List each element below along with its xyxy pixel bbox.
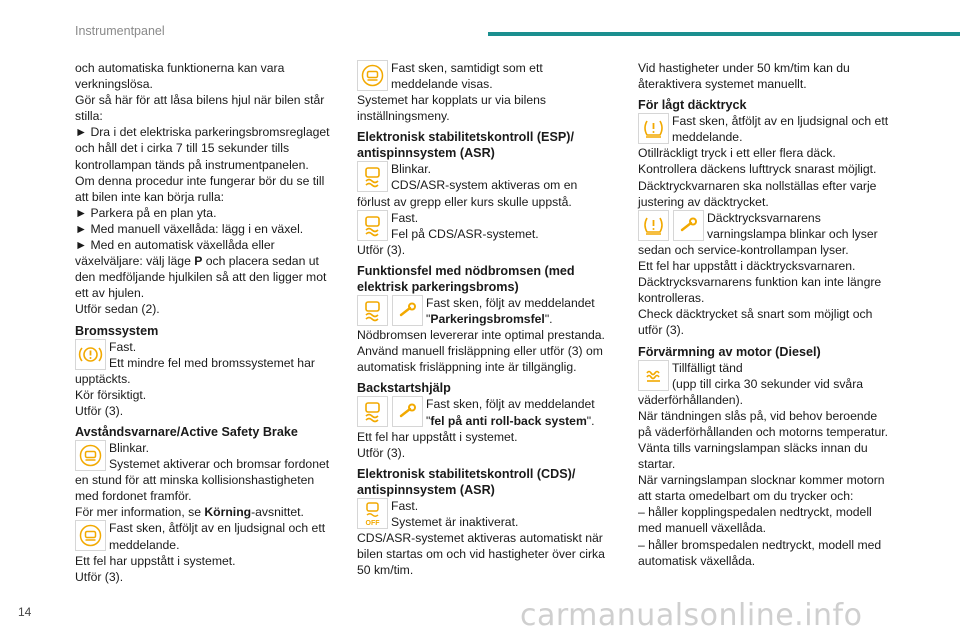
icon-group — [75, 339, 106, 371]
paragraph: Om denna procedur inte fungerar bör du se till att bilen inte kan börja rulla: — [75, 173, 325, 204]
wrench-icon — [392, 396, 423, 427]
entry-text: Fast. — [391, 210, 419, 225]
warning-entry — [357, 295, 613, 327]
paragraph: – håller kopplingspedalen nedtryckt, modell med manuell växellåda. — [638, 505, 872, 536]
paragraph: När tändningen slås på, vid behov beroende på väderförhållanden och motorns temperatur. — [638, 408, 888, 439]
icon-group — [357, 210, 388, 242]
entry-text: Fast sken, åtföljt av en ljudsignal och ett meddelande. — [672, 114, 889, 145]
text-run: ► Med en automatisk växellåda eller växelväljare: välj läge — [75, 238, 275, 269]
column-3 — [638, 60, 894, 569]
warning-entry — [75, 440, 331, 504]
column-1 — [75, 60, 331, 585]
tyre-pressure-icon — [638, 210, 669, 241]
icon-group — [357, 60, 388, 92]
stability-off-icon — [357, 498, 388, 529]
entry-text: Systemet aktiverar och bromsar fordonet en stund för att minska kollisionshastigheten med fordonet framför. — [75, 457, 330, 504]
text-run: För mer information, se — [75, 505, 205, 520]
paragraph: Däcktryckvarnaren ska nollställas efter varje justering av däcktrycket. — [638, 178, 877, 209]
entry-text: (upp till cirka 30 sekunder vid svåra väderförhållanden). — [638, 376, 864, 407]
page-number: 14 — [18, 605, 32, 619]
paragraph: Systemet har kopplats ur via bilens inställningsmeny. — [357, 93, 546, 124]
paragraph: och automatiska funktionerna kan vara verkningslösa. — [75, 61, 285, 92]
heading-distance-alert: Avståndsvarnare/Active Safety Brake — [75, 424, 298, 439]
warning-entry — [357, 60, 613, 92]
tyre-pressure-icon — [638, 113, 669, 144]
entry-text: Tillfälligt tänd — [672, 360, 743, 375]
icon-group — [638, 113, 669, 145]
text-run-bold: P — [194, 254, 203, 269]
text-run: och placera sedan ut den medföljande hjulkilen så att den ligger mot ett av hjulen. — [75, 254, 327, 301]
paragraph: Vid hastigheter under 50 km/tim kan du återaktivera systemet manuellt. — [638, 61, 850, 92]
warning-entry — [357, 396, 613, 428]
heading-hill-start: Backstartshjälp — [357, 381, 451, 396]
paragraph: Vänta tills varningslampan släcks innan du startar. — [638, 440, 868, 472]
icon-group — [357, 396, 423, 428]
warning-entry — [75, 339, 331, 387]
paragraph — [75, 237, 331, 301]
heading-esp: Elektronisk stabilitetskontroll (ESP)/ antispinnsystem (ASR) — [357, 130, 574, 161]
entry-text: CDS/ASR-system aktiveras om en förlust av grepp eller kurs skulle uppstå. — [357, 178, 578, 209]
icon-group — [638, 360, 669, 392]
heading-brake-system: Bromssystem — [75, 323, 159, 338]
watermark: carmanualsonline.info — [520, 598, 863, 633]
paragraph: När varningslampan slocknar kommer motorn att starta omedelbart om du trycker och: — [638, 473, 885, 504]
stability-control-icon — [357, 295, 388, 326]
glow-plug-icon — [638, 360, 669, 391]
wrench-icon — [392, 295, 423, 326]
warning-entry — [638, 113, 894, 145]
paragraph: Ett fel har uppstått i däcktrycksvarnaren. — [638, 259, 856, 274]
icon-group — [638, 210, 704, 242]
entry-text: Fast sken, följt av meddelandet — [426, 397, 595, 412]
paragraph: Nödbromsen levererar inte optimal prestanda. — [357, 328, 605, 343]
text-run-bold: Körning — [204, 505, 252, 520]
warning-entry — [638, 210, 894, 258]
wrench-icon — [673, 210, 704, 241]
paragraph: Ett fel har uppstått i systemet. — [75, 553, 236, 568]
entry-text: Fast sken, samtidigt som ett meddelande visas. — [391, 61, 543, 92]
off-label: OFF — [365, 519, 380, 527]
entry-text: Systemet är inaktiverat. — [391, 514, 519, 529]
heading-emergency-brake: Funktionsfel med nödbromsen (med elektrisk parkeringsbroms) — [357, 263, 575, 294]
warning-entry — [75, 520, 331, 552]
heading-tyre-pressure: För lågt däcktryck — [638, 98, 747, 113]
paragraph: Utför sedan (2). — [75, 302, 160, 317]
stability-control-icon — [357, 161, 388, 192]
paragraph: Utför (3). — [75, 569, 124, 584]
entry-text: Fast sken, följt av meddelandet — [426, 295, 595, 310]
paragraph: Däcktrycksvarnarens funktion kan inte längre kontrolleras. — [638, 275, 882, 306]
paragraph — [75, 504, 331, 520]
text-run-bold: Parkeringsbromsfel — [430, 312, 545, 327]
warning-entry — [638, 360, 894, 408]
entry-text: Däcktrycksvarnarens varningslampa blinkar och lyser sedan och service-kontrollampan lyser. — [638, 210, 878, 257]
icon-group — [75, 520, 106, 552]
collision-warning-icon — [357, 60, 388, 91]
section-title: Instrumentpanel — [75, 24, 165, 38]
paragraph: Otillräckligt tryck i ett eller flera däck. — [638, 146, 836, 161]
text-run: " — [426, 312, 431, 327]
paragraph: Använd manuell frisläppning eller utför (3) om automatisk frisläppning inte är tillgänglig. — [357, 344, 603, 375]
text-run: " — [426, 413, 431, 428]
paragraph: ► Dra i det elektriska parkeringsbromsreglaget och håll det i cirka 7 till 15 sekunder tills kontrollampan tänds på instrumentpanelen. — [75, 125, 330, 172]
brake-warning-icon — [75, 339, 106, 370]
entry-text: Fast. — [391, 498, 419, 513]
paragraph: Check däcktrycket så snart som möjligt och utför (3). — [638, 307, 873, 338]
collision-warning-icon — [75, 440, 106, 471]
paragraph: CDS/ASR-systemet aktiveras automatiskt när bilen startas om och vid hastigheter över cirka 50 km/tim. — [357, 530, 605, 578]
paragraph: ► Parkera på en plan yta. — [75, 205, 217, 220]
icon-group — [75, 440, 106, 472]
icon-group — [357, 161, 388, 193]
text-run: ". — [544, 312, 553, 327]
paragraph: Kontrollera däckens lufttryck snarast möjligt. — [638, 162, 877, 177]
entry-text: Blinkar. — [109, 440, 149, 455]
text-run-bold: fel på anti roll-back system — [430, 413, 587, 428]
text-run: ". — [586, 413, 595, 428]
heading-cds: Elektronisk stabilitetskontroll (CDS)/ antispinnsystem (ASR) — [357, 466, 576, 497]
column-2 — [357, 60, 613, 578]
paragraph: ► Med manuell växellåda: lägg i en växel. — [75, 221, 304, 236]
warning-entry — [357, 498, 613, 530]
entry-text: Blinkar. — [391, 162, 431, 177]
icon-group — [357, 295, 423, 327]
warning-entry — [357, 161, 613, 209]
paragraph: Utför (3). — [357, 445, 406, 460]
collision-warning-icon — [75, 520, 106, 551]
text-run: -avsnittet. — [251, 505, 304, 520]
paragraph: Utför (3). — [357, 242, 406, 257]
entry-text: Fel på CDS/ASR-systemet. — [391, 226, 539, 241]
stability-control-icon — [357, 396, 388, 427]
heading-preheating: Förvärmning av motor (Diesel) — [638, 344, 821, 359]
icon-group — [357, 498, 388, 530]
header-accent-bar — [488, 32, 960, 36]
paragraph: Gör så här för att låsa bilens hjul när bilen står stilla: — [75, 93, 325, 124]
warning-entry — [357, 210, 613, 242]
paragraph: Kör försiktigt. — [75, 387, 147, 402]
stability-control-icon — [357, 210, 388, 241]
paragraph: Utför (3). — [75, 403, 124, 418]
entry-text: Ett mindre fel med bromssystemet har upptäckts. — [75, 355, 315, 386]
paragraph: Ett fel har uppstått i systemet. — [357, 429, 518, 444]
paragraph: – håller bromspedalen nedtryckt, modell med automatisk växellåda. — [638, 537, 882, 568]
entry-text: Fast. — [109, 339, 137, 354]
entry-text: Fast sken, åtföljt av en ljudsignal och ett meddelande. — [109, 521, 326, 552]
